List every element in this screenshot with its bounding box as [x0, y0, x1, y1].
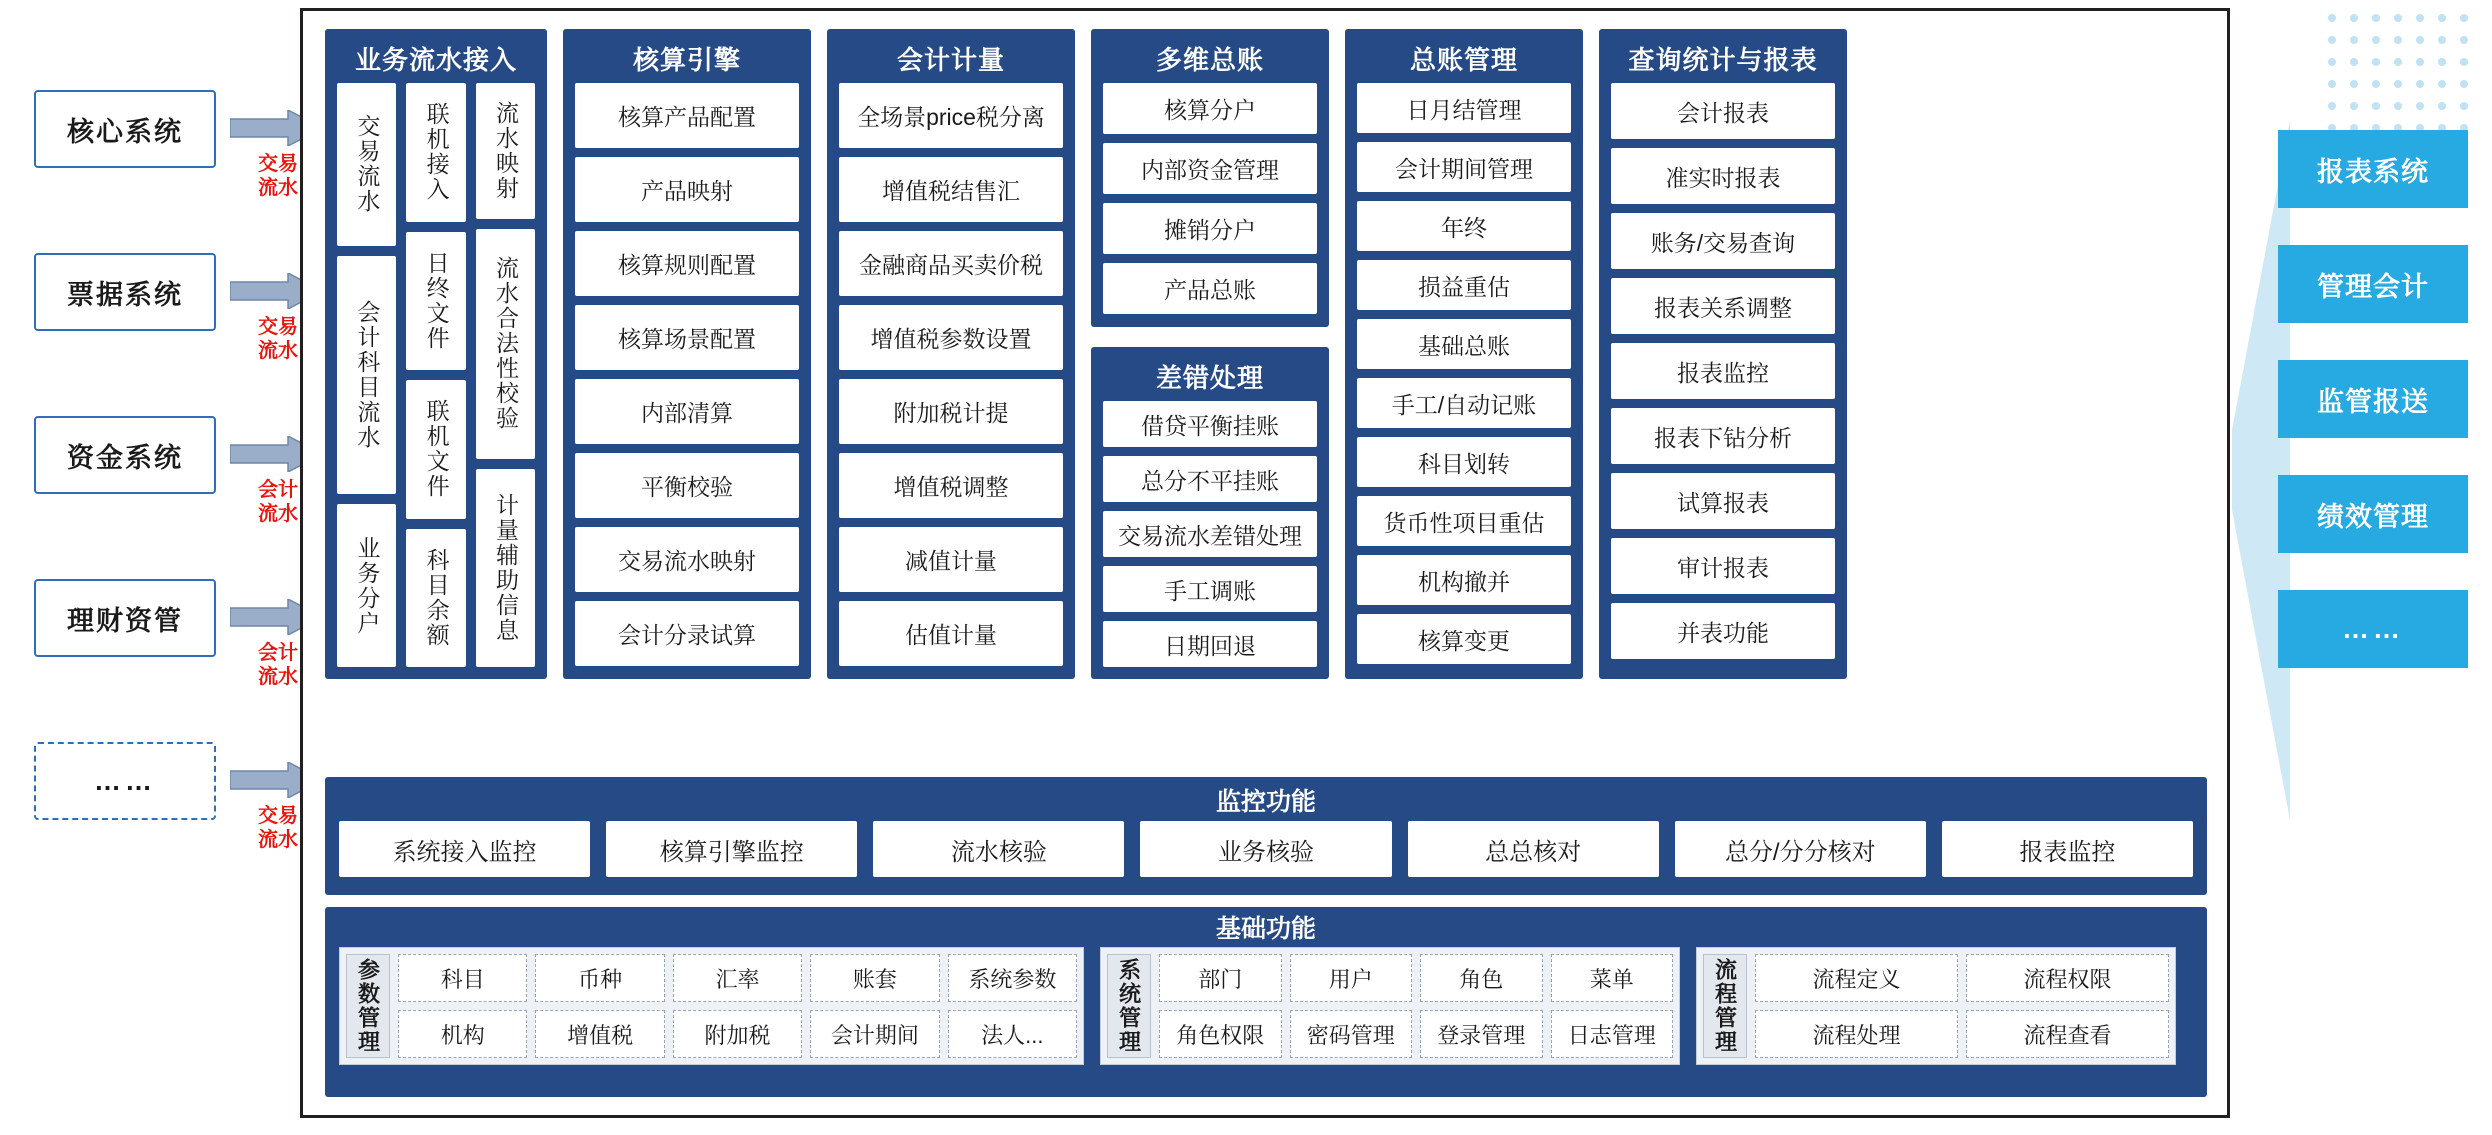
base-item[interactable]: 菜单 [1551, 954, 1674, 1002]
panel-item[interactable]: 日期回退 [1103, 621, 1317, 667]
source-system-box[interactable]: 理财资管 [34, 579, 216, 657]
base-group-row [398, 1010, 1077, 1058]
panel-item[interactable]: 内部清算 [575, 379, 799, 444]
panel-item[interactable]: 核算分户 [1103, 83, 1317, 134]
base-group-label: 流程管理 [1703, 954, 1747, 1058]
panel-item[interactable]: 产品映射 [575, 157, 799, 222]
flow-type-label: 交易 流水 [258, 316, 298, 362]
panel-item[interactable]: 会计报表 [1611, 83, 1835, 139]
monitor-item[interactable]: 核算引擎监控 [606, 821, 857, 877]
panel-title: 业务流水接入 [354, 45, 517, 75]
base-group-label: 系统管理 [1107, 954, 1151, 1058]
flow-type-label: 交易 流水 [258, 153, 298, 199]
base-group-grid [1755, 954, 2169, 1058]
panel-2 [563, 29, 811, 679]
consumer-system-box[interactable]: 绩效管理 [2278, 475, 2468, 553]
base-item[interactable]: 法人... [948, 1010, 1077, 1058]
base-function-groups [339, 947, 2193, 1065]
base-item[interactable]: 流程权限 [1966, 954, 2169, 1002]
base-item[interactable]: 附加税 [673, 1010, 802, 1058]
panel-item[interactable]: 货币性项目重估 [1357, 496, 1571, 546]
source-system-box[interactable]: 核心系统 [34, 90, 216, 168]
base-group [339, 947, 1084, 1065]
panel-item[interactable]: 内部资金管理 [1103, 143, 1317, 194]
functional-panels [325, 29, 2207, 767]
panel-item[interactable]: 会计期间管理 [1357, 142, 1571, 192]
panel-4 [1091, 29, 1329, 327]
panel-item[interactable]: 机构撤并 [1357, 555, 1571, 605]
panel-item[interactable]: 减值计量 [839, 527, 1063, 592]
base-group [1696, 947, 2176, 1065]
source-system-row [34, 416, 324, 579]
consumer-system-box[interactable]: 监管报送 [2278, 360, 2468, 438]
source-system-box[interactable]: 资金系统 [34, 416, 216, 494]
consumer-system-box[interactable]: …… [2278, 590, 2468, 668]
base-item[interactable]: 角色 [1420, 954, 1543, 1002]
source-system-row [34, 90, 324, 253]
panel-item[interactable]: 核算产品配置 [575, 83, 799, 148]
panel-item[interactable]: 交易流水 [337, 83, 396, 246]
panel-item[interactable]: 科目划转 [1357, 437, 1571, 487]
panel-item[interactable]: 试算报表 [1611, 473, 1835, 529]
panel-item[interactable]: 会计分录试算 [575, 601, 799, 666]
panel-item[interactable]: 金融商品买卖价税 [839, 231, 1063, 296]
source-systems-column [34, 90, 324, 905]
source-system-row [34, 579, 324, 742]
monitor-item[interactable]: 系统接入监控 [339, 821, 590, 877]
panel-item[interactable]: 产品总账 [1103, 263, 1317, 314]
panel-item[interactable]: 年终 [1357, 201, 1571, 251]
panel-item[interactable]: 业务分户 [337, 504, 396, 667]
base-group-row [1755, 954, 2169, 1002]
panel-item[interactable]: 日月结管理 [1357, 83, 1571, 133]
panel-item[interactable]: 交易流水差错处理 [1103, 511, 1317, 557]
panel-item[interactable]: 手工调账 [1103, 566, 1317, 612]
panel-item[interactable]: 增值税结售汇 [839, 157, 1063, 222]
base-group-grid [1159, 954, 1673, 1058]
panel-item[interactable]: 联机文件 [406, 380, 465, 519]
panel-item[interactable]: 增值税参数设置 [839, 305, 1063, 370]
panel-item[interactable]: 损益重估 [1357, 260, 1571, 310]
base-item[interactable]: 增值税 [535, 1010, 664, 1058]
panel-item[interactable]: 会计科目流水 [337, 256, 396, 494]
panel-item[interactable]: 估值计量 [839, 601, 1063, 666]
panel-item[interactable]: 增值税调整 [839, 453, 1063, 518]
base-group-grid [398, 954, 1077, 1058]
panel-item[interactable]: 借贷平衡挂账 [1103, 401, 1317, 447]
base-group-label: 参数管理 [346, 954, 390, 1058]
base-group-row [1159, 1010, 1673, 1058]
base-function-title: 基础功能 [1215, 915, 1316, 943]
panel-7 [1599, 29, 1847, 679]
panel-item[interactable]: 账务/交易查询 [1611, 213, 1835, 269]
base-item[interactable]: 系统参数 [948, 954, 1077, 1002]
panel-item[interactable]: 平衡校验 [575, 453, 799, 518]
monitor-item[interactable]: 总分/分分核对 [1675, 821, 1926, 877]
base-item[interactable]: 登录管理 [1420, 1010, 1543, 1058]
panel-item[interactable]: 科目余额 [406, 529, 465, 668]
base-item[interactable]: 流程处理 [1755, 1010, 1958, 1058]
panel-title: 多维总账 [1155, 45, 1264, 75]
monitoring-band [325, 777, 2207, 895]
base-group-row [398, 954, 1077, 1002]
consumer-system-box[interactable]: 管理会计 [2278, 245, 2468, 323]
panel-item[interactable]: 核算变更 [1357, 614, 1571, 664]
base-item[interactable]: 科目 [398, 954, 527, 1002]
consumer-systems-column [2278, 130, 2468, 705]
flow-type-label: 会计 流水 [258, 479, 298, 525]
panel-item[interactable]: 核算场景配置 [575, 305, 799, 370]
vertical-column [337, 83, 396, 667]
panel-item[interactable]: 附加税计提 [839, 379, 1063, 444]
vertical-column [406, 83, 465, 667]
panel-item[interactable]: 审计报表 [1611, 538, 1835, 594]
consumer-system-box[interactable]: 报表系统 [2278, 130, 2468, 208]
panel-item[interactable]: 流水映射 [476, 83, 535, 219]
base-group [1100, 947, 1680, 1065]
panel-item[interactable]: 并表功能 [1611, 603, 1835, 659]
panel-title: 总账管理 [1409, 45, 1518, 75]
panel-3 [827, 29, 1075, 679]
source-system-box[interactable]: …… [34, 742, 216, 820]
monitor-item[interactable]: 流水核验 [873, 821, 1124, 877]
panel-1 [325, 29, 547, 679]
panel-title: 查询统计与报表 [1628, 45, 1818, 75]
panel-6 [1345, 29, 1583, 679]
panel-item[interactable]: 报表下钻分析 [1611, 408, 1835, 464]
base-item[interactable]: 机构 [398, 1010, 527, 1058]
panel-item[interactable]: 总分不平挂账 [1103, 456, 1317, 502]
platform-frame [300, 8, 2230, 1118]
base-item[interactable]: 会计期间 [810, 1010, 939, 1058]
panel-item[interactable]: 联机接入 [406, 83, 465, 222]
vertical-column [476, 83, 535, 667]
base-item[interactable]: 流程定义 [1755, 954, 1958, 1002]
base-item[interactable]: 日志管理 [1551, 1010, 1674, 1058]
base-item[interactable]: 角色权限 [1159, 1010, 1282, 1058]
panel-item[interactable]: 基础总账 [1357, 319, 1571, 369]
source-system-box[interactable]: 票据系统 [34, 253, 216, 331]
monitor-item[interactable]: 业务核验 [1140, 821, 1391, 877]
panel-item[interactable]: 报表监控 [1611, 343, 1835, 399]
panel-item[interactable]: 日终文件 [406, 232, 465, 371]
panel-item[interactable]: 核算规则配置 [575, 231, 799, 296]
panel-title: 差错处理 [1155, 363, 1264, 393]
panel-item[interactable]: 流水合法性校验 [476, 229, 535, 458]
panel-item[interactable]: 计量辅助信息 [476, 469, 535, 667]
panel-item[interactable]: 交易流水映射 [575, 527, 799, 592]
flow-type-label: 交易 流水 [258, 805, 298, 851]
panel-title: 核算引擎 [632, 45, 741, 75]
panel-item[interactable]: 报表关系调整 [1611, 278, 1835, 334]
panel-item[interactable]: 全场景price税分离 [839, 83, 1063, 148]
source-system-row [34, 742, 324, 905]
base-item[interactable]: 币种 [535, 954, 664, 1002]
panel-item[interactable]: 准实时报表 [1611, 148, 1835, 204]
monitoring-title: 监控功能 [1215, 788, 1316, 816]
base-item[interactable]: 账套 [810, 954, 939, 1002]
vertical-column-group [337, 83, 535, 667]
base-item[interactable]: 密码管理 [1290, 1010, 1413, 1058]
monitoring-items [339, 821, 2193, 877]
base-function-band [325, 907, 2207, 1097]
base-item[interactable]: 用户 [1290, 954, 1413, 1002]
panel-item[interactable]: 摊销分户 [1103, 203, 1317, 254]
source-system-row [34, 253, 324, 416]
base-group-row [1755, 1010, 2169, 1058]
monitor-item[interactable]: 报表监控 [1942, 821, 2193, 877]
base-item[interactable]: 流程查看 [1966, 1010, 2169, 1058]
panel-title: 会计计量 [896, 45, 1005, 75]
base-item[interactable]: 汇率 [673, 954, 802, 1002]
panel-item[interactable]: 手工/自动记账 [1357, 378, 1571, 428]
monitor-item[interactable]: 总总核对 [1408, 821, 1659, 877]
base-item[interactable]: 部门 [1159, 954, 1282, 1002]
panel-5 [1091, 347, 1329, 679]
base-group-row [1159, 954, 1673, 1002]
flow-type-label: 会计 流水 [258, 642, 298, 688]
